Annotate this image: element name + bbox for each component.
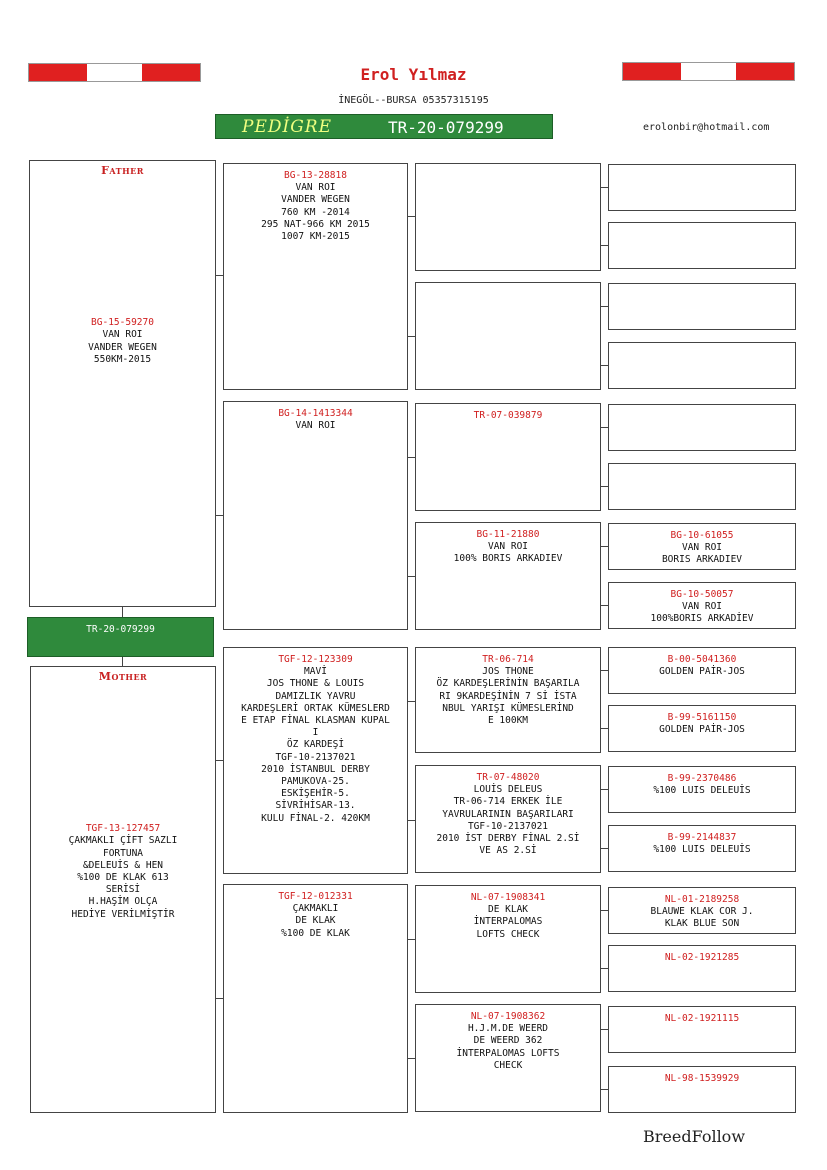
gen4-ring-16: NL-98-1539929 [664, 1073, 740, 1084]
detail-line: ÇAKMAKLI [292, 903, 339, 915]
fm-ring: BG-14-1413344 [278, 408, 353, 419]
gen4-box-9 [608, 647, 796, 694]
gen4-ring-8: BG-10-50057 [670, 589, 734, 600]
mf-ring: TGF-12-123309 [278, 654, 353, 665]
detail-line: FORTUNA [102, 847, 144, 859]
mmm-ring: NL-07-1908362 [470, 1011, 546, 1022]
detail-line: BLAUWE KLAK COR J. [650, 906, 754, 918]
gen4-box-15 [608, 1006, 796, 1053]
detail-line: BORIS ARKADIEV [661, 554, 743, 566]
gen4-details-8 [609, 601, 795, 625]
detail-line: MAVİ [304, 666, 327, 678]
detail-line: 100% BORIS ARKADIEV [453, 553, 563, 565]
detail-line: TGF-10-2137021 [275, 751, 356, 763]
ffm-box [415, 282, 601, 390]
detail-line: KULU FİNAL-2. 420KM [261, 812, 370, 824]
detail-line: VAN ROI [487, 541, 529, 553]
subject-ring: TR-20-079299 [86, 624, 155, 635]
fff-box [415, 163, 601, 271]
ff-box [223, 163, 408, 390]
mff-ring: TR-06-714 [482, 654, 534, 665]
gen4-box-7 [608, 523, 796, 570]
pedigree-label: PEDİGRE [242, 117, 332, 137]
detail-line: VE AS 2.Sİ [479, 845, 537, 857]
gen4-box-13 [608, 887, 796, 934]
ff-ring: BG-13-28818 [284, 170, 347, 181]
detail-line: DE KLAK [295, 915, 336, 927]
detail-line: %100 LUIS DELEUİS [653, 844, 751, 856]
gen4-ring-10: B-99-5161150 [667, 712, 737, 723]
pedigree-banner [215, 114, 553, 139]
gen4-box-1 [608, 164, 796, 211]
detail-line: VAN ROI [295, 182, 336, 194]
detail-line: DAMIZLIK YAVRU [275, 690, 356, 702]
gen4-ring-7: BG-10-61055 [670, 530, 734, 541]
gen4-box-8 [608, 582, 796, 629]
mm-details [224, 903, 407, 940]
mm-ring: TGF-12-012331 [278, 891, 353, 902]
detail-line: CHECK [493, 1059, 523, 1071]
mmm-box [415, 1004, 601, 1112]
mm-box [223, 884, 408, 1113]
detail-line: VAN ROI [681, 601, 723, 613]
fmm-box [415, 522, 601, 630]
gen4-details-10 [609, 724, 795, 736]
mf-details [224, 666, 407, 825]
detail-line: H.HAŞİM OLÇA [88, 896, 158, 908]
gen4-ring-15: NL-02-1921115 [664, 1013, 740, 1024]
gen4-ring-14: NL-02-1921285 [664, 952, 740, 963]
gen4-box-3 [608, 283, 796, 330]
detail-line: JOS THONE [482, 666, 534, 678]
detail-line: SERİSİ [105, 884, 141, 896]
breeder-contact: İNEGÖL--BURSA 05357315195 [338, 95, 489, 106]
fm-box [223, 401, 408, 630]
fmm-ring: BG-11-21880 [476, 529, 540, 540]
gen4-box-4 [608, 342, 796, 389]
gen4-details-12 [609, 844, 795, 856]
fm-details [224, 420, 407, 432]
mmf-ring: NL-07-1908341 [470, 892, 546, 903]
detail-line: GOLDEN PAİR-JOS [659, 724, 745, 736]
detail-line: PAMUKOVA-25. [281, 776, 350, 788]
detail-line: DE KLAK [487, 904, 529, 916]
gen4-box-10 [608, 705, 796, 752]
detail-line: VANDER WEGEN [281, 194, 350, 206]
detail-line: VAN ROI [295, 420, 336, 432]
detail-line: İNTERPALOMAS LOFTS [456, 1047, 560, 1059]
breedfollow-brand: BreedFollow [643, 1127, 746, 1146]
detail-line: SİVRİHİSAR-13. [275, 800, 356, 812]
father-heading: Father [101, 164, 144, 177]
detail-line: 760 KM -2014 [281, 206, 350, 218]
gen4-box-14 [608, 945, 796, 992]
detail-line: TR-06-714 ERKEK İLE [453, 796, 563, 808]
detail-line: H.J.M.DE WEERD [467, 1023, 549, 1035]
detail-line: NBUL YARIŞI KÜMESLERİND [442, 702, 574, 714]
detail-line: E ETAP FİNAL KLASMAN KUPAL [241, 715, 390, 727]
gen4-ring-9: B-00-5041360 [667, 654, 737, 665]
detail-line: DE WEERD 362 [473, 1035, 543, 1047]
detail-line: TGF-10-2137021 [467, 820, 549, 832]
detail-line: VAN ROI [102, 329, 143, 341]
mmf-box [415, 885, 601, 993]
detail-line: &DELEUİS & HEN [82, 859, 164, 871]
gen4-ring-11: B-99-2370486 [667, 773, 737, 784]
fmf-ring: TR-07-039879 [473, 410, 543, 421]
gen4-box-12 [608, 825, 796, 872]
gen4-box-2 [608, 222, 796, 269]
mfm-ring: TR-07-48020 [476, 772, 540, 783]
ff-details [224, 182, 407, 243]
detail-line: KLAK BLUE SON [664, 918, 740, 930]
gen4-box-16 [608, 1066, 796, 1113]
gen4-ring-13: NL-01-2189258 [664, 894, 740, 905]
mf-box [223, 647, 408, 874]
detail-line: %100 LUIS DELEUİS [653, 785, 751, 797]
banner-ring-number: TR-20-079299 [388, 118, 504, 137]
gen4-details-13 [609, 906, 795, 930]
gen4-box-6 [608, 463, 796, 510]
detail-line: RI 9KARDEŞİNİN 7 Sİ İSTA [439, 690, 577, 702]
fmf-box [415, 403, 601, 511]
detail-line: HEDİYE VERİLMİŞTİR [71, 908, 175, 920]
detail-line: 550KM-2015 [93, 353, 152, 365]
detail-line: 295 NAT-966 KM 2015 [261, 218, 370, 230]
detail-line: 1007 KM-2015 [281, 231, 350, 243]
detail-line: ESKİŞEHİR-5. [281, 788, 350, 800]
detail-line: %100 DE KLAK [281, 927, 350, 939]
detail-line: E 100KM [487, 715, 529, 727]
detail-line: JOS THONE & LOUIS [266, 678, 365, 690]
detail-line: VAN ROI [681, 542, 723, 554]
gen4-ring-12: B-99-2144837 [667, 832, 737, 843]
gen4-details-9 [609, 666, 795, 678]
mother-box [30, 666, 216, 1113]
detail-line: KARDEŞLERİ ORTAK KÜMESLERD [241, 702, 390, 714]
detail-line: İNTERPALOMAS [473, 916, 543, 928]
subject-box [27, 617, 214, 657]
detail-line: 100%BORIS ARKADİEV [650, 613, 754, 625]
detail-line: YAVRULARININ BAŞARILARI [442, 808, 574, 820]
mother-heading: Mother [98, 670, 148, 683]
breeder-name: Erol Yılmaz [360, 65, 467, 84]
mother-details [31, 835, 215, 920]
mff-box [415, 647, 601, 753]
father-ring: BG-15-59270 [91, 317, 154, 329]
breeder-email: erolonbir@hotmail.com [643, 122, 770, 133]
detail-line: LOUİS DELEUS [473, 784, 543, 796]
mother-ring: TGF-13-127457 [85, 823, 161, 835]
detail-line: ÖZ KARDEŞİ [286, 739, 345, 751]
gen4-details-7 [609, 542, 795, 566]
gen4-box-5 [608, 404, 796, 451]
detail-line: I [312, 727, 319, 739]
father-details [30, 329, 215, 366]
father-box [29, 160, 216, 607]
detail-line: ÖZ KARDEŞLERİNİN BAŞARILA [436, 678, 580, 690]
detail-line: ÇAKMAKLI ÇİFT SAZLI [68, 835, 178, 847]
detail-line: GOLDEN PAİR-JOS [659, 666, 745, 678]
detail-line: 2010 İSTANBUL DERBY [261, 763, 370, 775]
detail-line: %100 DE KLAK 613 [77, 872, 169, 884]
gen4-box-11 [608, 766, 796, 813]
gen4-details-11 [609, 785, 795, 797]
detail-line: LOFTS CHECK [476, 928, 540, 940]
mfm-box [415, 765, 601, 873]
detail-line: 2010 İST DERBY FİNAL 2.Sİ [436, 833, 580, 845]
detail-line: VANDER WEGEN [88, 341, 157, 353]
